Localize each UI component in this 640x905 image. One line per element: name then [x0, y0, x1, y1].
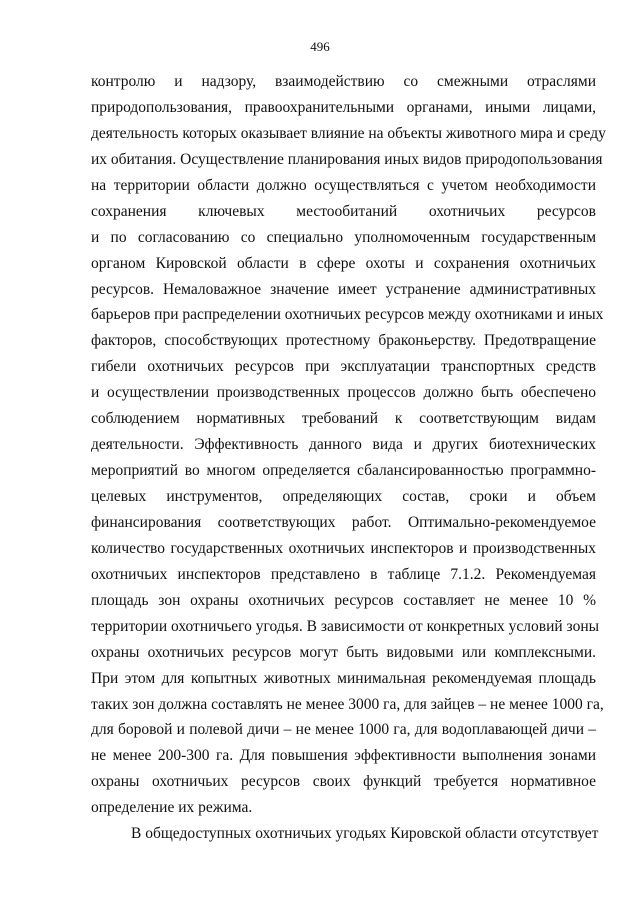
body-text: [91, 69, 606, 847]
text-line: количество государственных охотничьих инспекторов и производственных: [91, 539, 596, 557]
text-line: При этом для копытных животных минимальная рекомендуемая площадь: [91, 669, 596, 687]
text-line: охраны охотничьих ресурсов могут быть видовыми или комплексными.: [91, 643, 596, 661]
text-line: органом Кировской области в сфере охоты и сохранения охотничьих: [91, 254, 596, 272]
text-line: финансирования соответствующих работ. Оптимально-рекомендуемое: [91, 513, 596, 531]
text-line: соблюдением нормативных требований к соответствующим видам: [91, 410, 596, 428]
text-line: факторов, способствующих протестному браконьерству. Предотвращение: [91, 332, 596, 350]
text-line: целевых инструментов, определяющих состав, сроки и объем: [91, 488, 596, 505]
text-line: площадь зон охраны охотничьих ресурсов составляет не менее 10 %: [91, 591, 596, 609]
text-line: мероприятий во многом определяется сбалансированностью программно-: [91, 462, 596, 480]
text-line: не менее 200-300 га. Для повышения эффективности выполнения зонами: [91, 747, 596, 765]
text-line: территории охотничьего угодья. В зависимости от конкретных условий зоны: [91, 617, 600, 635]
text-line: гибели охотничьих ресурсов при эксплуатации транспортных средств: [91, 358, 596, 376]
text-line: деятельности. Эффективность данного вида и других биотехнических: [91, 436, 596, 454]
text-line: их обитания. Осуществление планирования иных видов природопользования: [91, 150, 603, 168]
text-line: на территории области должно осуществляться с учетом необходимости: [91, 176, 596, 194]
text-line: барьеров при распределении охотничьих ресурсов между охотниками и иных: [91, 306, 604, 324]
text-line: охотничьих инспекторов представлено в таблице 7.1.2. Рекомендуемая: [91, 565, 596, 583]
text-line: охраны охотничьих ресурсов своих функций требуется нормативное: [91, 773, 596, 791]
text-line: природопользования, правоохранительными органами, иными лицами,: [91, 98, 596, 116]
text-line: определение их режима.: [91, 799, 253, 817]
text-line: сохранения ключевых местообитаний охотничьих ресурсов: [91, 202, 596, 220]
page-number: 496: [310, 39, 330, 54]
text-line: В общедоступных охотничьих угодьях Кировской области отсутствует: [131, 825, 599, 843]
text-line: для боровой и полевой дичи – не менее 1000 га, для водоплавающей дичи –: [91, 721, 596, 739]
text-line: и по согласованию со специально уполномоченным государственным: [91, 228, 596, 246]
text-line: и осуществлении производственных процессов должно быть обеспечено: [91, 384, 596, 402]
text-line: таких зон должна составлять не менее 3000 га, для зайцев – не менее 1000 га,: [91, 695, 604, 713]
text-line: ресурсов. Немаловажное значение имеет устранение административных: [91, 280, 596, 298]
text-line: деятельность которых оказывает влияние на объекты животного мира и среду: [91, 124, 606, 142]
text-line: контролю и надзору, взаимодействию со смежными отраслями: [91, 73, 596, 90]
